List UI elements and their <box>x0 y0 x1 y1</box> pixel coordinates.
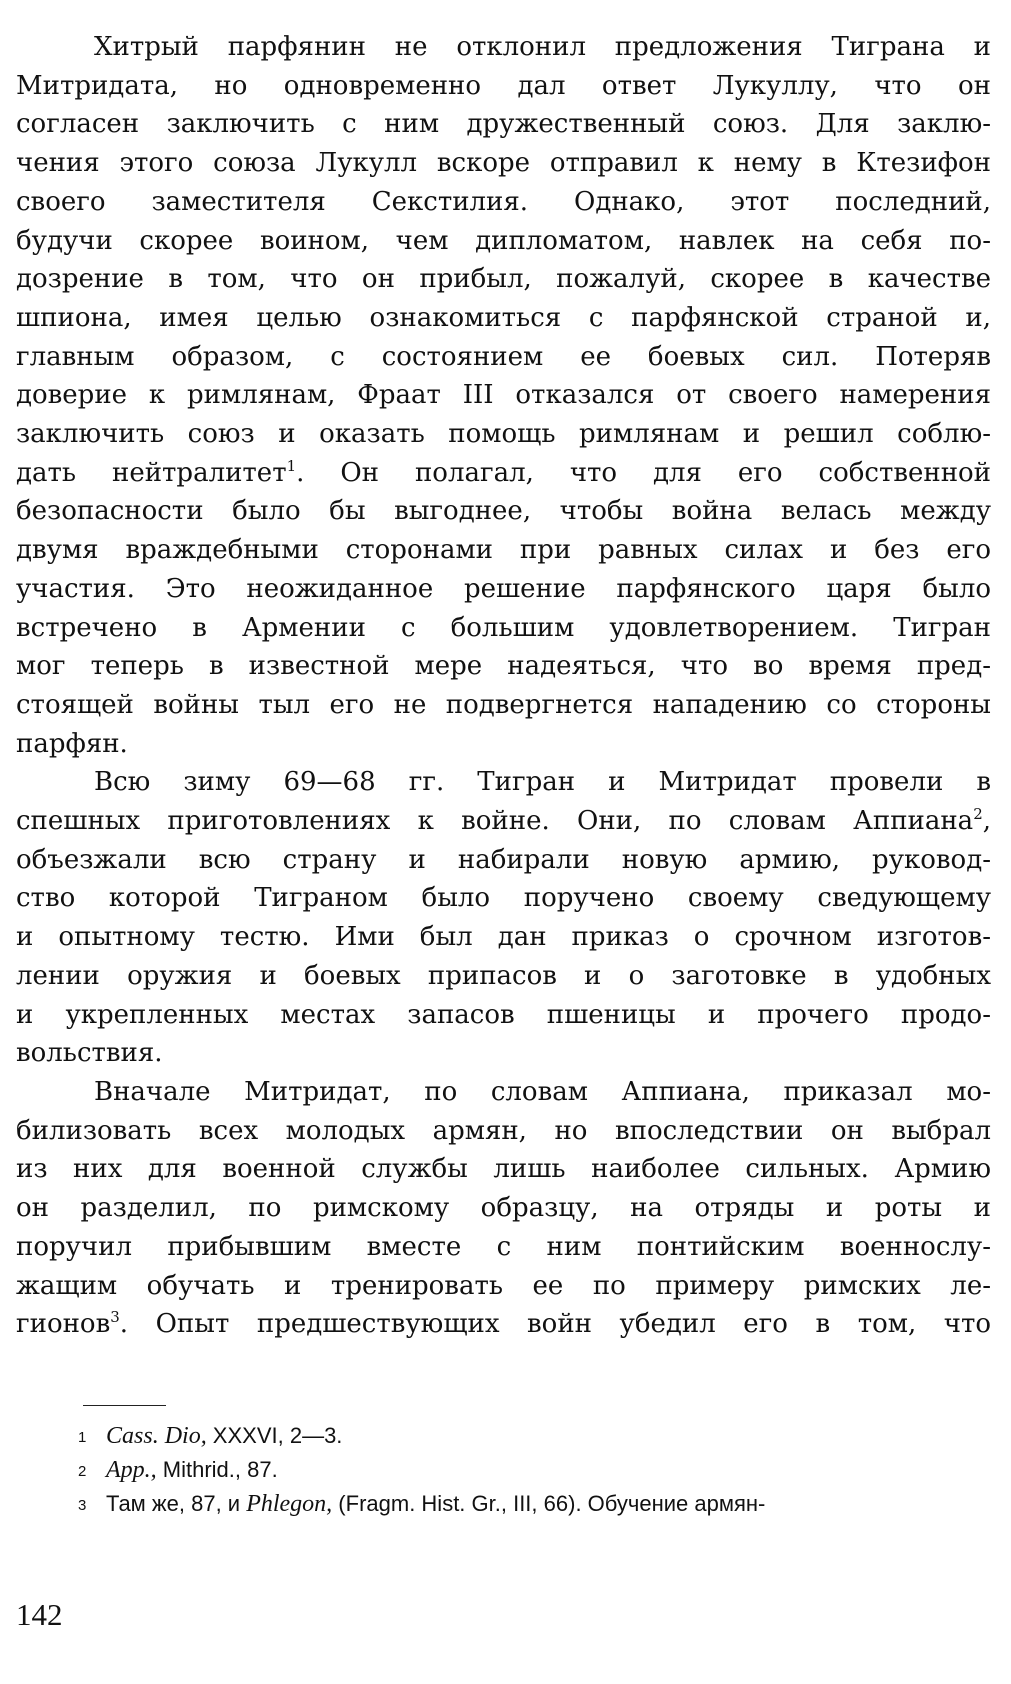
text-line: из них для военной службы лишь наиболее сильных. Армию <box>16 1154 991 1185</box>
text-line: доверие к римлянам, Фраат III отказался от своего намерения <box>16 380 991 411</box>
text-line: Митридата, но одновременно дал ответ Лукуллу, что он <box>16 70 991 101</box>
text-fragment: . Опыт предшествующих войн убедил его в том, что <box>119 1309 991 1340</box>
footnote-2 <box>78 1453 998 1487</box>
text-line: безопасности было бы выгоднее, чтобы война велась между <box>16 496 991 527</box>
footnote-divider <box>83 1405 166 1406</box>
footnote-text: Mithrid., 87. <box>156 1457 278 1482</box>
text-line: двумя враждебными сторонами при равных силах и без его <box>16 535 991 566</box>
footnote-text: XXXVI, 2—3. <box>206 1423 343 1448</box>
paragraph-2 <box>16 763 991 1073</box>
text-line: встречено в Армении с большим удовлетворением. Тигран <box>16 612 991 643</box>
footnote-mark: 2 <box>78 1463 87 1480</box>
text-fragment: дать нейтралитет <box>16 457 287 488</box>
page-number: 142 <box>16 1597 63 1632</box>
footnote-1 <box>78 1419 998 1453</box>
footnote-text: (Fragm. Hist. Gr., III, 66). Обучение армян- <box>332 1491 766 1516</box>
footnote-prefix: Там же, 87, и <box>106 1491 247 1516</box>
text-line: своего заместителя Секстилия. Однако, этот последний, <box>16 186 991 217</box>
text-line: дозрение в том, что он прибыл, пожалуй, скорее в качестве <box>16 264 991 295</box>
text-line: шпиона, имея целью ознакомиться с парфянской страной и, <box>16 302 991 333</box>
footnote-3 <box>78 1487 998 1521</box>
text-fragment: . Он полагал, что для его собственной <box>296 457 992 488</box>
text-line: билизовать всех молодых армян, но впоследствии он выбрал <box>16 1115 991 1146</box>
text-line: мог теперь в известной мере надеяться, что во время пред- <box>16 651 991 682</box>
footnote-source: Cass. Dio, <box>106 1423 207 1449</box>
text-line: и укрепленных местах запасов пшеницы и прочего продо- <box>16 999 991 1030</box>
text-line: объезжали всю страну и набирали новую армию, руковод- <box>16 844 991 875</box>
text-line: ство которой Тиграном было поручено своему сведующему <box>16 883 991 914</box>
footnote-ref-3: 3 <box>110 1308 120 1327</box>
text-line: лении оружия и боевых припасов и о заготовке в удобных <box>16 960 991 991</box>
footnote-source: App., <box>106 1457 157 1483</box>
text-fragment: спешных приготовлениях к войне. Они, по словам Аппиана <box>16 806 974 837</box>
text-fragment: гионов <box>16 1309 111 1340</box>
text-line <box>16 802 991 841</box>
text-line: и опытному тестю. Ими был дан приказ о срочном изготов- <box>16 922 991 953</box>
text-line: он разделил, по римскому образцу, на отряды и роты и <box>16 1193 991 1224</box>
text-line: вольствия. <box>16 1038 163 1069</box>
page-body <box>16 28 991 1344</box>
footnote-source: Phlegon, <box>246 1491 333 1517</box>
text-line: стоящей войны тыл его не подвергнется нападению со стороны <box>16 689 991 720</box>
text-fragment: , <box>982 806 991 837</box>
text-line: Хитрый парфянин не отклонил предложения Тиграна и <box>94 32 991 62</box>
footnote-ref-1: 1 <box>286 456 297 475</box>
footnote-mark: 1 <box>78 1429 87 1446</box>
text-line: согласен заключить с ним дружественный союз. Для заклю- <box>16 109 991 140</box>
paragraph-1 <box>16 28 991 763</box>
text-line: Вначале Митридат, по словам Аппиана, приказал мо- <box>94 1076 991 1107</box>
text-line: жащим обучать и тренировать ее по примеру римских ле- <box>16 1270 991 1301</box>
text-line: парфян. <box>16 728 128 759</box>
text-line: чения этого союза Лукулл вскоре отправил к нему в Ктезифон <box>16 148 991 179</box>
text-line: главным образом, с состоянием ее боевых сил. Потеряв <box>16 341 991 372</box>
text-line: заключить союз и оказать помощь римлянам и решил соблю- <box>16 419 991 450</box>
text-line: Всю зиму 69—68 гг. Тигран и Митридат провели в <box>94 767 991 798</box>
text-line <box>16 1305 991 1344</box>
text-line <box>16 454 991 493</box>
text-line: участия. Это неожиданное решение парфянского царя было <box>16 573 991 604</box>
text-line: поручил прибывшим вместе с ним понтийским военнослу- <box>16 1231 991 1262</box>
footnote-mark: 3 <box>78 1497 87 1514</box>
footnotes <box>78 1419 998 1521</box>
paragraph-3 <box>16 1073 991 1344</box>
text-line: будучи скорее воином, чем дипломатом, навлек на себя по- <box>16 225 991 256</box>
footnote-ref-2: 2 <box>973 805 983 824</box>
